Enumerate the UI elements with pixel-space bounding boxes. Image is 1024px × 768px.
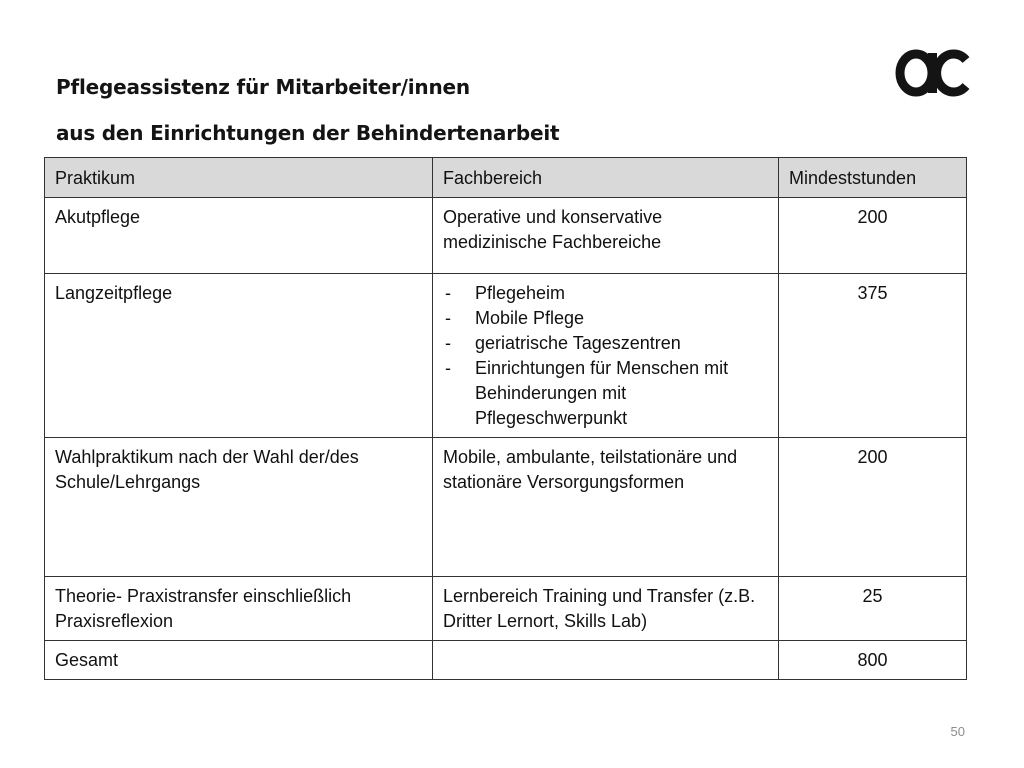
list-item: - geriatrische Tageszentren [443,331,768,356]
fachbereich-list [443,281,768,431]
cell-praktikum: Wahlpraktikum nach der Wahl der/des Schule/Lehrgangs [45,438,433,577]
list-item: - Mobile Pflege [443,306,768,331]
table-row [45,198,967,274]
list-item: - Einrichtungen für Menschen mit Behinderungen mit Pflegeschwerpunkt [443,356,768,431]
slide-title-line-1: Pflegeassistenz für Mitarbeiter/innen [56,75,470,99]
cell-total-stunden: 800 [779,641,967,680]
cell-stunden: 25 [779,577,967,641]
table-row [45,577,967,641]
header-mindeststunden: Mindeststunden [779,158,967,198]
cell-stunden: 200 [779,198,967,274]
table-total-row [45,641,967,680]
cell-fachbereich: Operative und konservative medizinische Fachbereiche [433,198,779,274]
table-header-row [45,158,967,198]
table-row [45,274,967,438]
cell-fachbereich [433,641,779,680]
cell-fachbereich: Lernbereich Training und Transfer (z.B. Dritter Lernort, Skills Lab) [433,577,779,641]
slide-title [56,64,559,156]
cell-fachbereich [433,274,779,438]
cell-praktikum: Theorie- Praxistransfer einschließlich Praxisreflexion [45,577,433,641]
cell-stunden: 200 [779,438,967,577]
slide-title-line-2: aus den Einrichtungen der Behindertenarbeit [56,121,560,145]
table-row [45,438,967,577]
header-fachbereich: Fachbereich [433,158,779,198]
header-praktikum: Praktikum [45,158,433,198]
ac-logo-icon [892,40,972,104]
list-item: - Pflegeheim [443,281,768,306]
cell-total-label: Gesamt [45,641,433,680]
page-number: 50 [950,724,965,739]
internship-table [44,157,967,680]
cell-praktikum: Akutpflege [45,198,433,274]
cell-fachbereich: Mobile, ambulante, teilstationäre und stationäre Versorgungsformen [433,438,779,577]
cell-stunden: 375 [779,274,967,438]
cell-praktikum: Langzeitpflege [45,274,433,438]
